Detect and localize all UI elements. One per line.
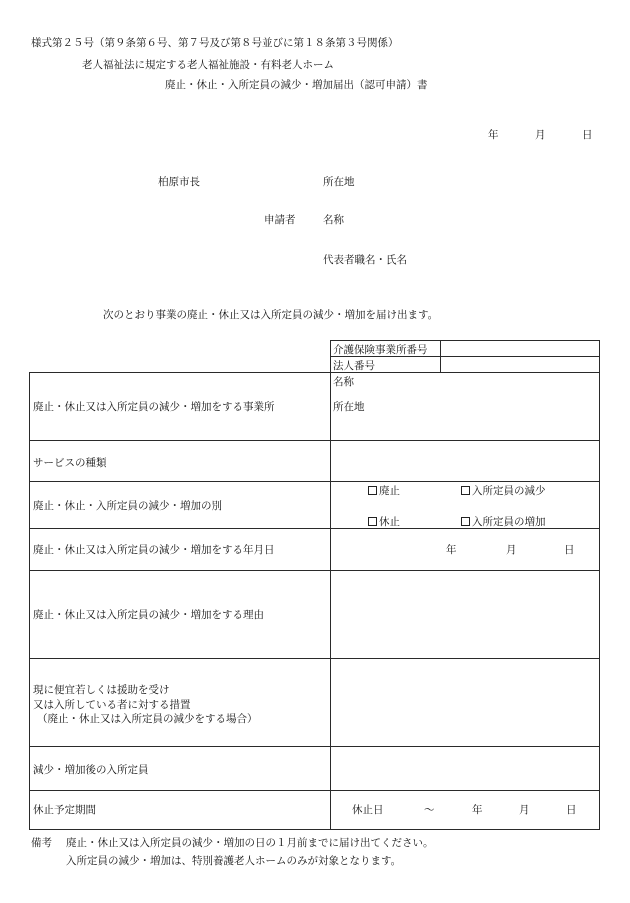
option-suspend-label: 休止 — [379, 516, 400, 528]
applicant-representative-label: 代表者職名・氏名 — [323, 254, 407, 266]
line — [29, 746, 600, 747]
option-decrease[interactable] — [461, 483, 546, 498]
period-month-field[interactable]: 月 — [519, 804, 530, 816]
applicant-address-label: 所在地 — [323, 176, 355, 188]
notes-line2: 入所定員の減少・増加は、特別養護老人ホームのみが対象となります。 — [66, 855, 402, 867]
date-day-field[interactable]: 日 — [564, 544, 575, 556]
option-increase-label: 入所定員の増加 — [472, 516, 546, 528]
facility-name-label: 名称 — [333, 376, 354, 388]
checkbox-icon[interactable] — [368, 486, 377, 495]
line — [29, 481, 600, 482]
facility-address-label: 所在地 — [333, 401, 365, 413]
date-month-field[interactable]: 月 — [506, 544, 517, 556]
option-decrease-label: 入所定員の減少 — [472, 485, 546, 497]
line — [29, 658, 600, 659]
option-abolish-label: 廃止 — [379, 485, 400, 497]
line — [440, 340, 441, 372]
date-label: 廃止・休止又は入所定員の減少・増加をする年月日 — [33, 544, 275, 556]
line — [29, 372, 600, 373]
line — [29, 440, 600, 441]
option-abolish[interactable] — [368, 483, 400, 498]
line — [29, 829, 600, 830]
reason-label: 廃止・休止又は入所定員の減少・増加をする理由 — [33, 609, 264, 621]
notes-line1: 廃止・休止又は入所定員の減少・増加の日の１月前までに届け出てください。 — [66, 837, 434, 849]
date-year-field[interactable]: 年 — [446, 544, 457, 556]
option-increase[interactable] — [461, 514, 546, 529]
capacity-label: 減少・増加後の入所定員 — [33, 764, 149, 776]
facility-label: 廃止・休止又は入所定員の減少・増加をする事業所 — [33, 401, 275, 413]
title-line2: 廃止・休止・入所定員の減少・増加届出（認可申請）書 — [165, 79, 428, 91]
addressee: 柏原市長 — [158, 176, 200, 188]
measures-line3: （廃止・休止又は入所定員の減少をする場合） — [37, 713, 258, 725]
line — [29, 790, 600, 791]
period-label: 休止予定期間 — [33, 804, 96, 816]
option-suspend[interactable] — [368, 514, 400, 529]
checkbox-icon[interactable] — [461, 517, 470, 526]
line — [330, 340, 331, 830]
intro-text: 次のとおり事業の廃止・休止又は入所定員の減少・増加を届け出ます。 — [103, 309, 439, 321]
checkbox-icon[interactable] — [461, 486, 470, 495]
applicant-name-label: 名称 — [323, 214, 344, 226]
line — [29, 570, 600, 571]
type-label: 廃止・休止・入所定員の減少・増加の別 — [33, 500, 222, 512]
title-line1: 老人福祉法に規定する老人福祉施設・有料老人ホーム — [82, 59, 334, 71]
measures-line1: 現に便宜若しくは援助を受け — [33, 684, 170, 696]
date-month: 月 — [535, 129, 546, 141]
form-number: 様式第２５号（第９条第６号、第７号及び第８号並びに第１８条第３号関係） — [31, 37, 399, 49]
checkbox-icon[interactable] — [368, 517, 377, 526]
period-day-field[interactable]: 日 — [566, 804, 577, 816]
notes-label: 備考 — [31, 837, 52, 849]
period-year-field[interactable]: 年 — [472, 804, 483, 816]
line — [330, 340, 600, 341]
period-start-label: 休止日 — [352, 804, 384, 816]
date-day: 日 — [582, 129, 593, 141]
measures-line2: 又は入所している者に対する措置 — [33, 699, 191, 711]
applicant-label: 申請者 — [264, 214, 296, 226]
period-tilde: ～ — [424, 804, 435, 816]
care-insurance-number-label: 介護保険事業所番号 — [333, 344, 428, 356]
application-table — [29, 340, 600, 830]
line — [29, 372, 30, 830]
corporate-number-label: 法人番号 — [333, 360, 375, 372]
date-year: 年 — [488, 129, 499, 141]
service-type-label: サービスの種類 — [33, 457, 107, 469]
line — [599, 340, 600, 830]
